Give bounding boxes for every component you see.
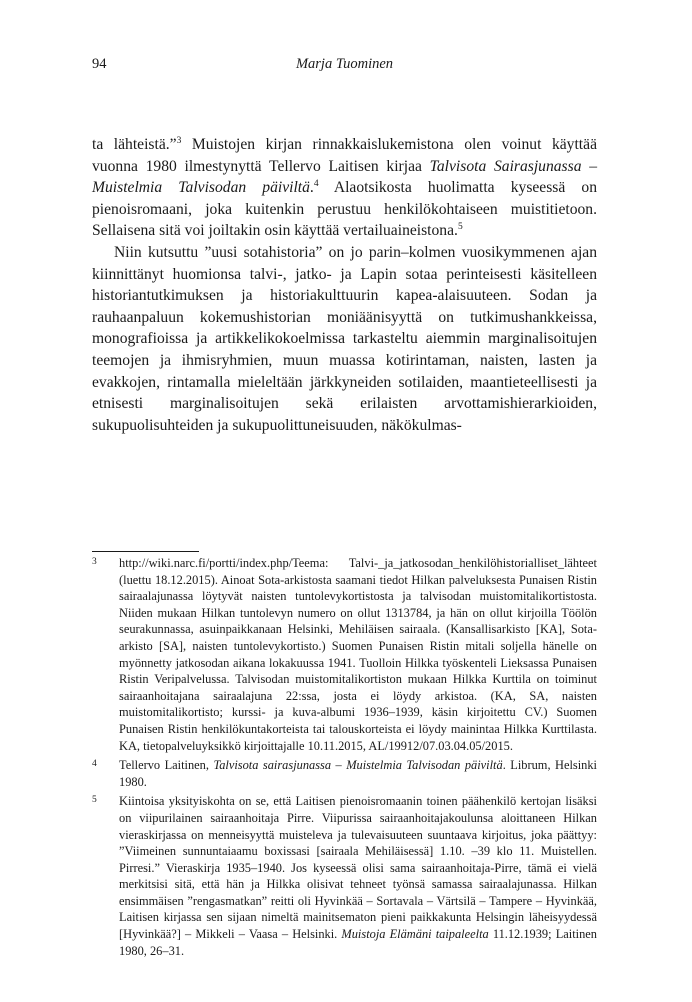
footnote-ref-4: 4 [313,179,319,189]
footnote-ref-5: 5 [457,222,463,233]
footnote-separator [92,551,199,552]
page-number: 94 [92,56,107,72]
footnote-4-text-b: . Librum, Helsinki 1980. [119,758,597,789]
footnote-5 [92,793,597,959]
footnote-3 [92,555,597,754]
footnote-number: 4 [92,759,97,770]
footnote-text [119,757,597,790]
footnote-4-title: Talvisota sairasjunassa – Muistelmia Talvisodan päiviltä [213,758,503,773]
paragraph-2: Niin kutsuttu ”uusi sotahistoria” on jo parin–kolmen vuosikymmenen ajan kiinnittänyt huomionsa talvi-, jatko- ja Lapin sotaa perinteisesti käsitelleen historiantutkimuksen ja historiakulttuurin kapea-alaisuuteen. Sodan ja rauhaanpaluun kokemushistorian moniäänisyyttä on tutkimushankkeissa, monografioissa ja artikkelikokoelmissa tarkasteltu aiemmin marginalisoitujen teemojen ja ihmisryhmien, muun muassa kotirintaman, naisten, lasten ja evakkojen, rintamalla mieleltään järkkyneiden sotilaiden, maantieteellisesti ja etnisesti marginalisoitujen sekä erilaisten arvottamishierarkioiden, sukupuolisuhteiden ja sukupuolittuneisuuden, näkökulmas- [92,243,597,434]
footnote-text [119,555,597,754]
book-title-italic: Talvisota Sairasjunassa – Muistelmia Talvisodan päiviltä [92,157,597,197]
footnote-ref-3: 3 [176,135,182,146]
footnote-text [119,793,597,959]
running-head-author: Marja Tuominen [295,56,394,72]
footnote-number: 3 [92,557,97,567]
paragraph-1-text-a: ta lähteistä.” [92,136,177,153]
paragraph-1-text-d: Alaotsikosta huolimatta kyseessä on pienoisromaani, joka kuitenkin perustuu henkilökohtaiseen muistitietoon. Sellaisena sitä voi joiltakin osin käyttää vertailuaineistona. [92,179,597,240]
footnote-5-text-b: 11.12.1939; Laitinen 1980, 26–31. [119,927,597,958]
paragraph-1 [92,134,597,242]
footnote-url-part-2: Talvi-_ja_jatkosodan_henkilöhistorialliset_lähteet [348,556,597,570]
footnote-url-part-1: http://wiki.narc.fi/portti/index.php/Teema: [119,556,329,570]
footnote-number: 5 [92,795,97,806]
footnote-url [119,555,597,572]
footnotes [92,555,597,962]
footnote-4 [92,757,597,790]
footnote-5-text-a: Kiintoisa yksityiskohta on se, että Laitisen pienoisromaanin toinen päähenkilö kertojan lisäksi on viipurilainen sairaanhoitaja Pirre. Viipurissa sairaanhoitajakoulunsa aloittaneen Hilkan vieraskirjassa on menneisyyttä muisteleva ja tulevaisuuteen suuntaava kirjoitus, joka päättyy: ”Viimeinen sunnuntaiaamu boxissasi [sairaala Mehiläisessä] 1.10. –39 klo 11. Muistellen. Pirresi.” Vieraskirja 1935–1940. Jos kyseessä olisi sama sairaanhoitaja-Pirre, tämä ei vielä merkitsisi sitä, että hän ja Hilkka olisivat tehneet työnsä samassa sairaalajunassa. Hilkan ensimmäisen ”rengasmatkan” reitti oli Hyvinkää – Sortavala – Värtsilä – Tampere – Hyvinkää, Laitisen kirjassa sen sijaan nimeltä mainitsematon pieni paikkakunta Helsingin läheisyydessä [Hyvinkää?] – Mikkeli – Vaasa – Helsinki. [119,794,597,942]
paragraph-1-text-b: Muistojen kirjan rinnakkaislukemistona olen voinut käyttää vuonna 1980 ilmestynyttä Tellervo Laitisen kirjaa [92,136,597,175]
footnote-4-text-a: Tellervo Laitinen, [119,758,214,773]
main-text [92,134,597,436]
footnote-5-title: Muistoja Elämäni taipaleelta [341,927,489,942]
paragraph-1-text-c: . [309,179,314,197]
running-head [92,56,597,76]
footnote-3-body: (luettu 18.12.2015). Ainoat Sota-arkistosta saamani tiedot Hilkan palveluksesta Punaisen Ristin sairaalajunassa löytyvät naisten tuntolevykortistosta ja talvisodan muistomitalikortistosta. Niiden mukaan Hilkan tuntolevyn numero on ollut 1313784, ja hän on ollut kirjoilla Töölön seurakunnassa, asuinpaikkanaan Helsinki, Mehiläisen sairaala. (Kansallisarkisto [KA], Sota-arkisto [SA], naisten tuntolevykortisto.) Suomen Punaisen Ristin mitali soljella hänelle on myönnetty jatkosodan aikana lokakuussa 1941. Tuolloin Hilkka työskenteli Lieksassa Punaisen Ristin Veripalvelussa. Talvisodan muistomitalikortiston mukaan Hilkka Kurttila on toiminut sairaanhoitajana sairaalajuna 22:ssa, josta ei löydy arkistoa. (KA, SA, naisten muistomitalikortisto; kurssi- ja kuva-albumi 1936–1939, käsin kirjoitettu CV.) Suomen Punaisen Ristin henkilökuntakorteista tai talouskorteista ei löydy mainintaa Hilkka Kurttilasta. KA, tietopalveluyksikkö kirjoittajalle 10.11.2015, AL/19912/07.03.04.05/2015. [119,572,597,753]
